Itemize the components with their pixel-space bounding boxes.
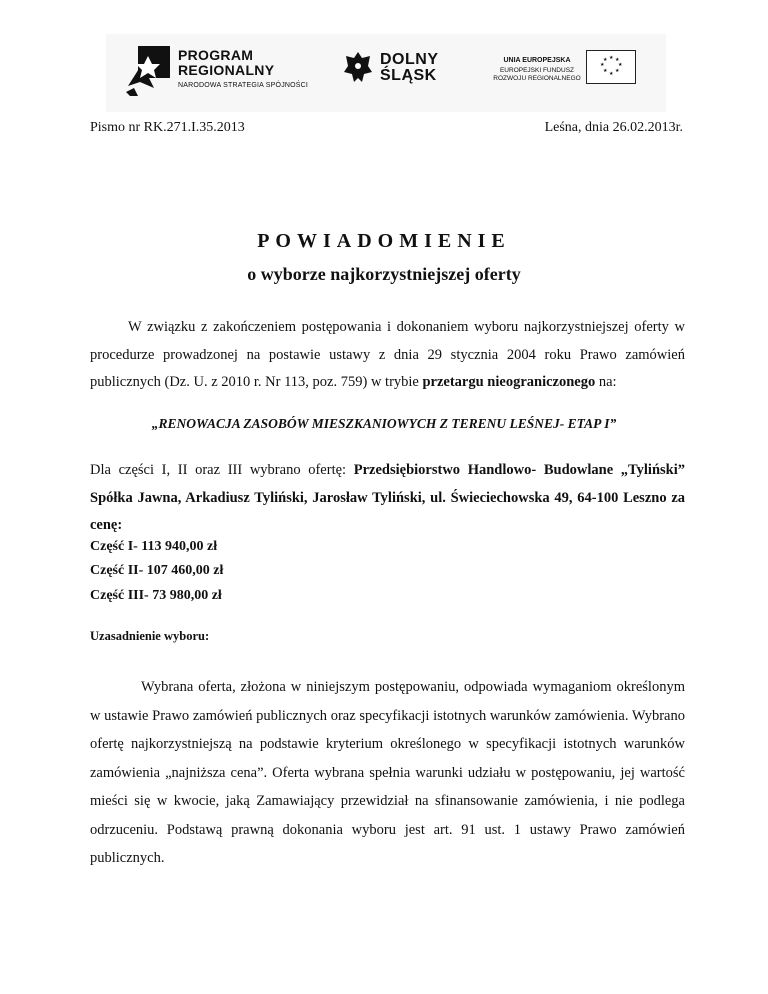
document-subtitle: o wyborze najkorzystniejszej oferty [247,264,521,284]
eu-fund-name: EUROPEJSKI FUNDUSZ ROZWOJU REGIONALNEGO [493,67,581,82]
svg-text:★: ★ [603,57,608,63]
program-title: PROGRAM REGIONALNY [178,47,275,78]
svg-text:★: ★ [615,57,620,63]
tender-name: „RENOWACJA ZASOBÓW MIESZKANIOWYCH Z TERENU LEŚNEJ- ETAP I” [151,416,617,431]
document-reference: Pismo nr RK.271.I.35.2013 [90,120,245,135]
svg-text:★: ★ [609,71,614,77]
intro-paragraph: W związku z zakończeniem postępowania i dokonaniem wyboru najkorzystniejszej oferty w procedurze prowadzonej na postawie ustawy z dnia 29 stycznia 2004 roku Prawo zamówień publicznych (Dz. U. z 2010 r. Nr 113, poz. 759) w trybie przetargu nieograniczonego na: [90,319,685,390]
svg-text:★: ★ [600,62,605,68]
price-part-1: Część I- 113 940,00 zł [90,539,218,554]
svg-text:★: ★ [609,55,614,61]
eu-flag-icon [586,50,636,84]
price-part-2: Część II- 107 460,00 zł [90,563,224,578]
svg-text:★: ★ [615,68,620,74]
svg-text:★: ★ [618,62,623,68]
eagle-crest-icon [342,50,374,86]
document-title: POWIADOMIENIE [257,230,511,252]
justification-paragraph: Wybrana oferta, złożona w niniejszym postępowaniu, odpowiada wymaganiom określonym w ustawie Prawo zamówień publicznych oraz specyfikacji istotnych warunków zamówienia. Wybrano ofertę najkorzystniejszą na podstawie kryterium określonego w specyfikacji istotnych warunków zamówienia „najniższa cena”. Oferta wybrana spełnia warunki udziału w postępowaniu, jej wartość mieści się w kwocie, jaką Zamawiający przewidział na sfinansowanie zamówienia, i nie podlega odrzuceniu. Podstawą prawną dokonania wyboru jest art. 91 ust. 1 ustawy Prawo zamówień publicznych. [90,679,685,866]
place-date: Leśna, dnia 26.02.2013r. [544,120,683,135]
program-subtitle: NARODOWA STRATEGIA SPÓJNOŚCI [178,82,309,89]
eu-title: UNIA EUROPEJSKA [503,57,571,64]
program-regionalny-logo-icon [118,42,174,98]
svg-text:★: ★ [603,68,608,74]
justification-heading: Uzasadnienie wyboru: [90,629,210,643]
price-part-3: Część III- 73 980,00 zł [90,588,222,603]
selection-paragraph: Dla części I, II oraz III wybrano ofertę: Przedsiębiorstwo Handlowo- Budowlane „Tyliński” Spółka Jawna, Arkadiusz Tyliński, Jarosław Tyliński, ul. Świeciechowska 49, 64-100 Leszno za cenę: [90,462,685,533]
region-logo-text: DOLNY ŚLĄSK [380,51,439,84]
